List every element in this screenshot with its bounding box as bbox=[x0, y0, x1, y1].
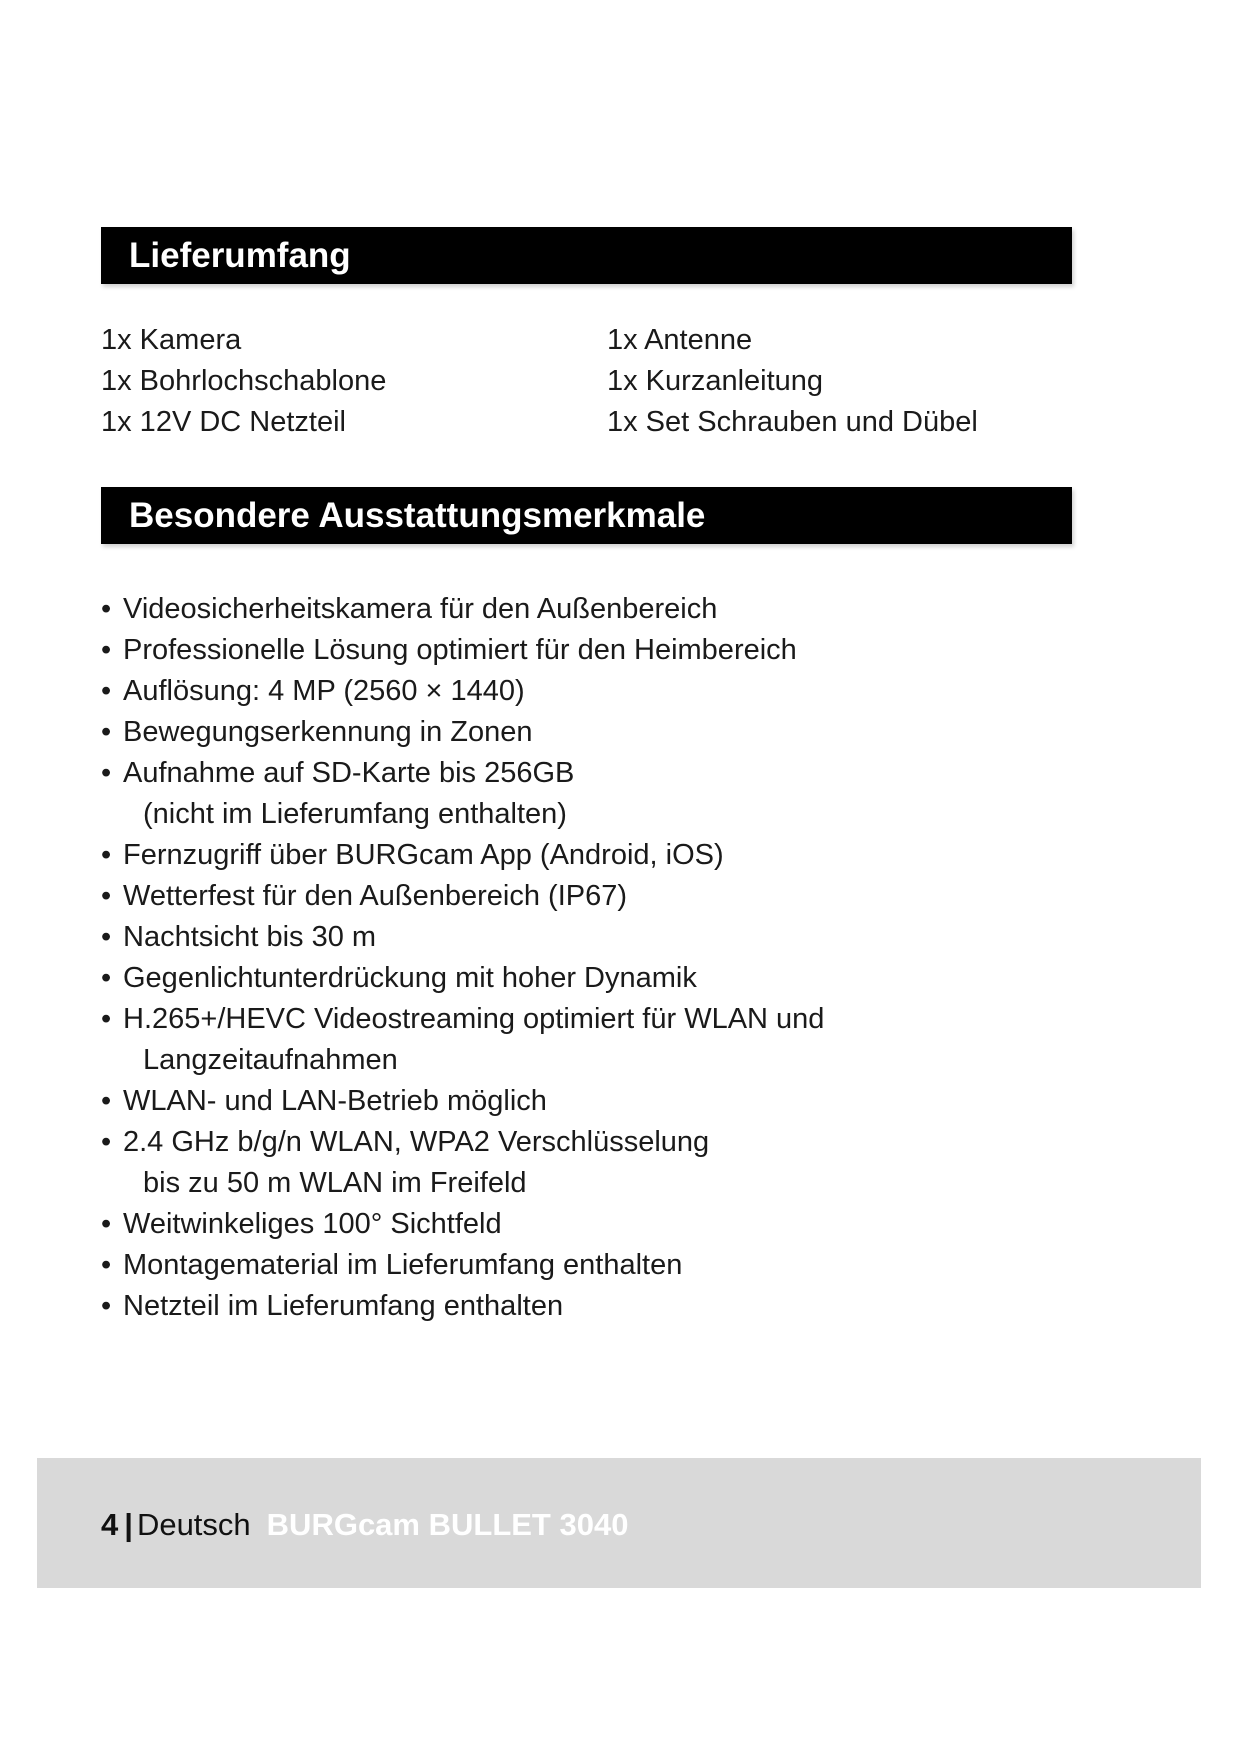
bullet-icon: • bbox=[101, 839, 112, 871]
feature-text: Fernzugriff über BURGcam App (Android, iOS) bbox=[123, 839, 724, 871]
feature-text: H.265+/HEVC Videostreaming optimiert für WLAN und bbox=[123, 1003, 825, 1035]
feature-item bbox=[101, 712, 1081, 753]
bullet-icon: • bbox=[101, 675, 112, 707]
feature-text: Netzteil im Lieferumfang enthalten bbox=[123, 1290, 564, 1322]
bullet-icon: • bbox=[101, 1085, 112, 1117]
package-item: 1x Kurzanleitung bbox=[607, 365, 824, 397]
feature-list bbox=[101, 589, 1081, 1327]
feature-item bbox=[101, 671, 1081, 712]
feature-text: Weitwinkeliges 100° Sichtfeld bbox=[123, 1208, 502, 1240]
bullet-icon: • bbox=[101, 1126, 112, 1158]
feature-item bbox=[101, 958, 1081, 999]
feature-text: Professionelle Lösung optimiert für den Heimbereich bbox=[123, 634, 797, 666]
feature-text: Aufnahme auf SD-Karte bis 256GB bbox=[123, 757, 575, 789]
package-item: 1x Bohrlochschablone bbox=[101, 365, 387, 397]
feature-item bbox=[101, 999, 1081, 1081]
bullet-icon: • bbox=[101, 1290, 112, 1322]
bullet-icon: • bbox=[101, 1208, 112, 1240]
bullet-icon: • bbox=[101, 634, 112, 666]
section-header-lieferumfang bbox=[101, 227, 1072, 284]
section-title-lieferumfang: Lieferumfang bbox=[129, 236, 351, 275]
bullet-icon: • bbox=[101, 1003, 112, 1035]
feature-item bbox=[101, 876, 1081, 917]
feature-item bbox=[101, 589, 1081, 630]
feature-item bbox=[101, 1122, 1081, 1204]
section-header-ausstattung bbox=[101, 487, 1072, 544]
feature-text-continuation: Langzeitaufnahmen bbox=[143, 1044, 398, 1076]
package-item: 1x Set Schrauben und Dübel bbox=[607, 406, 978, 438]
feature-text: 2.4 GHz b/g/n WLAN, WPA2 Verschlüsselung bbox=[123, 1126, 710, 1158]
feature-item bbox=[101, 753, 1081, 835]
package-contents-list bbox=[101, 320, 1072, 443]
feature-item bbox=[101, 1245, 1081, 1286]
footer-product-name: BURGcam BULLET 3040 bbox=[266, 1507, 629, 1542]
feature-text: Auflösung: 4 MP (2560 × 1440) bbox=[123, 675, 525, 707]
feature-text: Nachtsicht bis 30 m bbox=[123, 921, 377, 953]
feature-item bbox=[101, 1286, 1081, 1327]
bullet-icon: • bbox=[101, 962, 112, 994]
feature-text-continuation: bis zu 50 m WLAN im Freifeld bbox=[143, 1167, 527, 1199]
feature-text: Montagematerial im Lieferumfang enthalten bbox=[123, 1249, 683, 1281]
bullet-icon: • bbox=[101, 1249, 112, 1281]
feature-item bbox=[101, 917, 1081, 958]
bullet-icon: • bbox=[101, 880, 112, 912]
feature-text: Gegenlichtunterdrückung mit hoher Dynamik bbox=[123, 962, 697, 994]
section-title-ausstattung: Besondere Ausstattungsmerkmale bbox=[129, 496, 706, 535]
package-item: 1x Antenne bbox=[607, 324, 753, 356]
feature-text-continuation: (nicht im Lieferumfang enthalten) bbox=[143, 798, 567, 830]
feature-text: Bewegungserkennung in Zonen bbox=[123, 716, 533, 748]
feature-text: WLAN- und LAN-Betrieb möglich bbox=[123, 1085, 547, 1117]
bullet-icon: • bbox=[101, 757, 112, 789]
footer-separator: | bbox=[124, 1507, 133, 1542]
package-item: 1x Kamera bbox=[101, 324, 242, 356]
feature-item bbox=[101, 1204, 1081, 1245]
page-number: 4 bbox=[101, 1507, 119, 1542]
feature-text: Wetterfest für den Außenbereich (IP67) bbox=[123, 880, 628, 912]
footer-language: Deutsch bbox=[136, 1507, 251, 1542]
bullet-icon: • bbox=[101, 593, 112, 625]
bullet-icon: • bbox=[101, 716, 112, 748]
feature-text: Videosicherheitskamera für den Außenbereich bbox=[123, 593, 718, 625]
feature-item bbox=[101, 835, 1081, 876]
package-item: 1x 12V DC Netzteil bbox=[101, 406, 346, 438]
footer bbox=[101, 1505, 628, 1545]
feature-item bbox=[101, 1081, 1081, 1122]
bullet-icon: • bbox=[101, 921, 112, 953]
feature-item bbox=[101, 630, 1081, 671]
